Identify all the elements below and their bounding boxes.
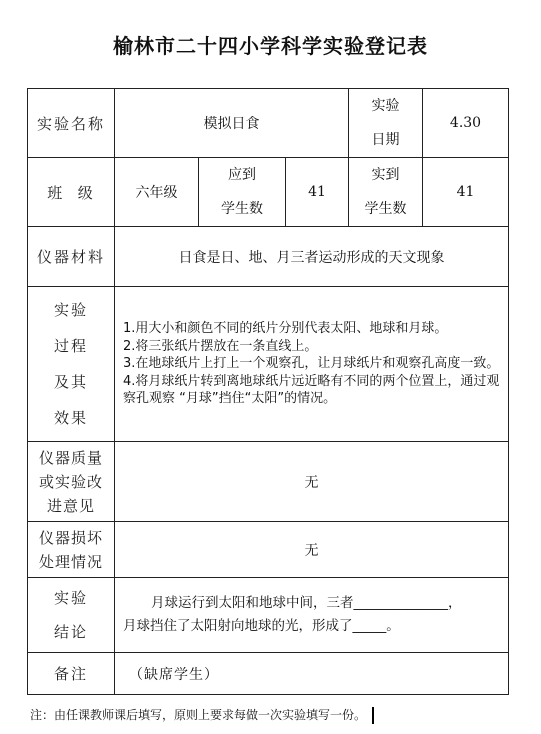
- row-remark: [28, 653, 509, 695]
- actual-label-line2: 学生数: [364, 201, 407, 217]
- footer-note-text: 注：由任课教师课后填写，原则上要求每做一次实验填写一份。: [30, 708, 367, 722]
- conclusion-label: [28, 578, 115, 653]
- row-conclusion: [28, 578, 509, 653]
- damage-value: 无: [115, 522, 509, 578]
- process-label-line: 及其: [53, 373, 88, 391]
- actual-label-line1: 实到: [371, 167, 400, 183]
- row-process: [28, 287, 509, 442]
- text-cursor: [372, 707, 374, 724]
- process-label: [28, 287, 115, 442]
- date-label-line2: 日期: [371, 132, 400, 148]
- quality-label: [28, 442, 115, 522]
- process-step: 2.将三张纸片摆放在一条直线上。: [123, 338, 318, 354]
- row-quality: [28, 442, 509, 522]
- damage-label-line: 仪器损坏: [38, 528, 103, 547]
- conclusion-line: 月球运行到太阳和地球中间，三者______________，: [151, 595, 462, 611]
- process-steps: [115, 287, 509, 442]
- actual-students-value: 41: [423, 158, 509, 227]
- process-step: 1.用大小和颜色不同的纸片分别代表太阳、地球和月球。: [123, 321, 448, 337]
- class-label: 班 级: [28, 158, 115, 227]
- actual-students-label: [349, 158, 423, 227]
- experiment-name-value: 模拟日食: [115, 89, 349, 158]
- process-label-line: 过程: [53, 337, 88, 355]
- row-experiment-name: [28, 89, 509, 158]
- damage-label: [28, 522, 115, 578]
- experiment-name-label: 实验名称: [28, 89, 115, 158]
- conclusion-text: [115, 578, 509, 653]
- experiment-register-table: [27, 88, 509, 695]
- process-step: 4.将月球纸片转到离地球纸片远近略有不同的两个位置上，通过观察孔观察 “月球”挡住“太阳”的情况。: [123, 373, 500, 407]
- row-damage: [28, 522, 509, 578]
- row-class: [28, 158, 509, 227]
- quality-label-line: 或实验改: [38, 472, 103, 491]
- conclusion-label-line: 结论: [53, 623, 88, 641]
- date-label-line1: 实验: [371, 98, 400, 114]
- remark-label: 备注: [28, 653, 115, 695]
- expected-students-label: [199, 158, 286, 227]
- footer-note: [30, 706, 374, 724]
- row-materials: [28, 227, 509, 287]
- process-step: 3.在地球纸片上打上一个观察孔，让月球纸片和观察孔高度一致。: [123, 356, 500, 372]
- quality-label-line: 仪器质量: [38, 448, 103, 467]
- expected-label-line2: 学生数: [221, 201, 263, 217]
- quality-label-line: 进意见: [46, 496, 95, 515]
- process-label-line: 实验: [53, 301, 88, 319]
- class-value: 六年级: [115, 158, 199, 227]
- conclusion-line: 月球挡住了太阳射向地球的光，形成了_____。: [123, 618, 400, 634]
- remark-value: （缺席学生）: [115, 653, 509, 695]
- form-title: 榆林市二十四小学科学实验登记表: [113, 34, 428, 58]
- experiment-date-label: [349, 89, 423, 158]
- expected-label-line1: 应到: [228, 167, 256, 183]
- quality-value: 无: [115, 442, 509, 522]
- experiment-date-value: 4.30: [423, 89, 509, 158]
- damage-label-line: 处理情况: [38, 552, 103, 571]
- materials-label: 仪器材料: [28, 227, 115, 287]
- expected-students-value: 41: [286, 158, 349, 227]
- process-label-line: 效果: [53, 409, 88, 427]
- conclusion-label-line: 实验: [53, 589, 88, 607]
- materials-value: 日食是日、地、月三者运动形成的天文现象: [115, 227, 509, 287]
